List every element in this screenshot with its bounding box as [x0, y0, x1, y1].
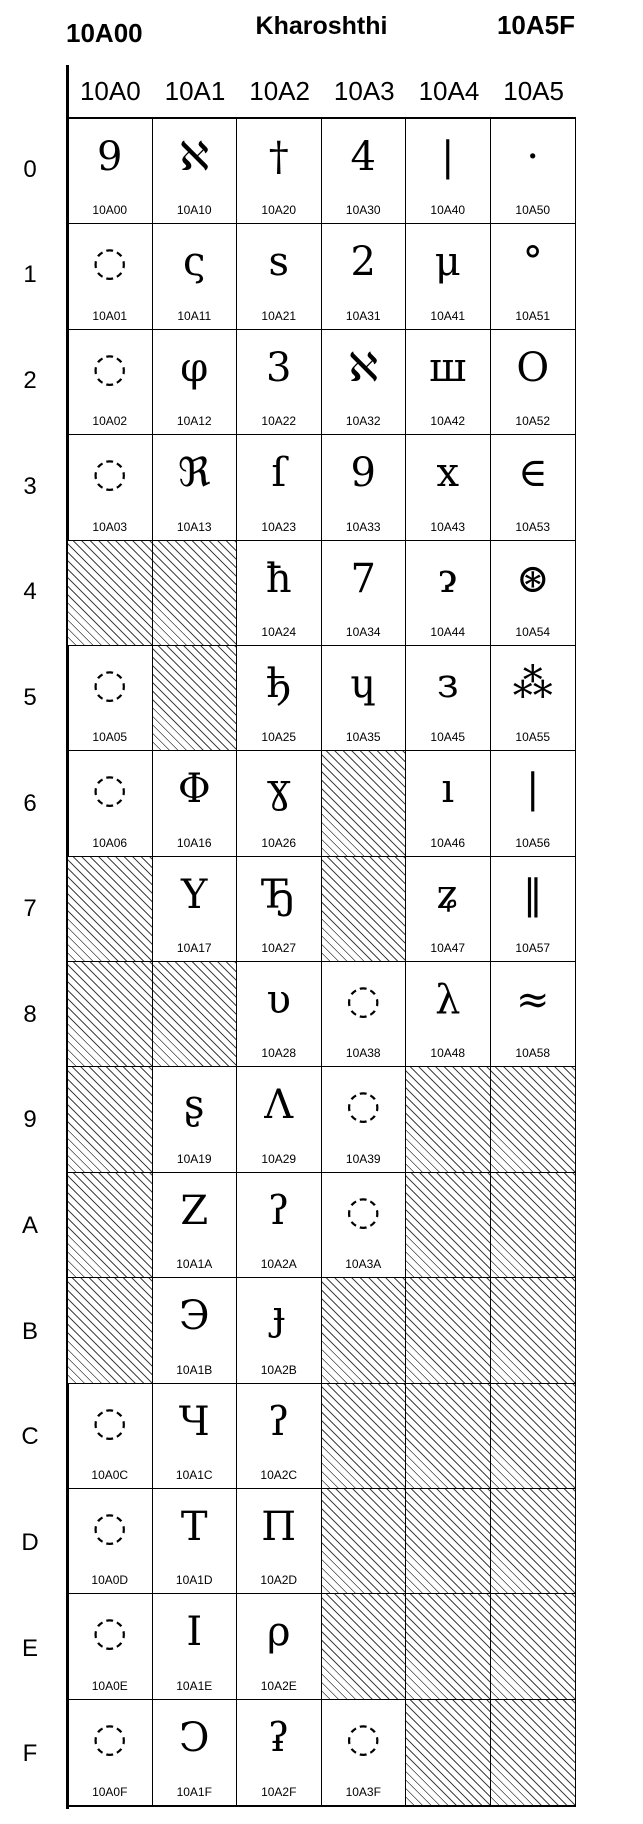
character-cell[interactable]: [237, 1278, 322, 1383]
unassigned-cell: [406, 1489, 491, 1594]
unassigned-cell: [491, 1594, 576, 1699]
character-glyph: ɥ: [350, 660, 377, 707]
character-glyph: Λ: [264, 1082, 294, 1129]
code-point-label: 10A34: [345, 624, 381, 639]
character-cell[interactable]: [237, 1067, 322, 1172]
character-glyph: ·: [526, 134, 540, 180]
character-cell[interactable]: [322, 224, 407, 329]
unassigned-cell: [68, 1278, 153, 1383]
unassigned-cell: [153, 962, 238, 1067]
character-glyph: Z: [180, 1187, 209, 1234]
character-cell[interactable]: [68, 751, 153, 856]
code-point-label: 10A30: [345, 203, 381, 218]
code-point-label: 10A33: [345, 519, 381, 534]
character-cell[interactable]: [406, 330, 491, 435]
code-point-label: 10A46: [430, 835, 466, 850]
code-point-label: 10A26: [261, 835, 297, 850]
character-cell[interactable]: [322, 1173, 407, 1278]
unassigned-cell: [68, 541, 153, 646]
character-cell[interactable]: [237, 751, 322, 856]
character-cell[interactable]: [153, 1700, 238, 1805]
code-point-label: 10A53: [515, 519, 551, 534]
character-glyph: ђ: [266, 660, 292, 707]
character-glyph: ʔ: [268, 1398, 290, 1445]
character-glyph: ◌: [92, 450, 128, 497]
unassigned-cell: [322, 857, 407, 962]
code-chart-cells: [68, 117, 576, 1807]
character-glyph: s: [268, 239, 290, 286]
code-point-label: 10A10: [176, 203, 212, 218]
code-point-label: 10A12: [176, 414, 212, 429]
character-glyph: ‖: [522, 871, 543, 918]
unassigned-cell: [491, 1278, 576, 1383]
code-point-label: 10A47: [430, 941, 466, 955]
code-point-label: 10A19: [176, 1151, 212, 1166]
character-glyph: з: [436, 660, 459, 707]
unassigned-cell: [491, 1067, 576, 1172]
character-cell[interactable]: [237, 119, 322, 224]
character-cell[interactable]: [68, 1489, 153, 1594]
character-glyph: I: [186, 1609, 203, 1656]
code-point-label: 10A2F: [261, 1785, 297, 1799]
character-cell[interactable]: [68, 224, 153, 329]
code-point-label: 10A22: [261, 414, 297, 429]
character-cell[interactable]: [491, 119, 576, 224]
unassigned-cell: [68, 857, 153, 962]
row-label: A: [21, 1212, 38, 1240]
character-glyph: ſ: [271, 450, 287, 497]
row-label: E: [21, 1634, 38, 1662]
character-cell[interactable]: [406, 541, 491, 646]
character-glyph: Π: [261, 1503, 297, 1550]
character-glyph: ɂ: [438, 555, 458, 602]
row-label: 8: [23, 1000, 37, 1028]
character-glyph: Y: [181, 871, 208, 918]
character-glyph: °: [522, 239, 543, 286]
character-glyph: 9: [97, 134, 123, 180]
code-point-label: 10A3A: [345, 1257, 382, 1272]
character-glyph: ш: [429, 344, 467, 391]
character-cell[interactable]: [491, 224, 576, 329]
row-label: 5: [23, 683, 37, 711]
code-point-label: 10A16: [176, 835, 212, 850]
character-glyph: ◌: [345, 977, 381, 1023]
character-cell[interactable]: [68, 119, 153, 224]
unassigned-cell: [406, 1278, 491, 1383]
unassigned-cell: [406, 1384, 491, 1489]
character-cell[interactable]: [237, 1173, 322, 1278]
unassigned-cell: [322, 751, 407, 856]
character-glyph: Ͻ: [178, 1714, 210, 1761]
row-label: 4: [23, 578, 37, 606]
character-glyph: ◌: [92, 1503, 128, 1550]
character-glyph: ɣ: [266, 766, 291, 813]
unassigned-cell: [491, 1384, 576, 1489]
character-cell[interactable]: [491, 751, 576, 856]
code-point-label: 10A58: [515, 1046, 551, 1061]
code-point-label: 10A44: [430, 624, 466, 639]
code-point-label: 10A55: [515, 730, 551, 745]
character-glyph: ◌: [92, 1398, 128, 1445]
code-point-label: 10A21: [261, 308, 297, 323]
code-point-label: 10A48: [430, 1046, 466, 1061]
character-cell[interactable]: [491, 435, 576, 540]
character-cell[interactable]: [237, 646, 322, 751]
character-cell[interactable]: [406, 751, 491, 856]
unassigned-cell: [406, 1700, 491, 1805]
character-cell[interactable]: [68, 1594, 153, 1699]
row-label: 3: [23, 472, 37, 500]
unassigned-cell: [406, 1173, 491, 1278]
character-glyph: 7: [350, 555, 376, 602]
code-point-label: 10A50: [515, 203, 551, 218]
code-point-label: 10A52: [515, 414, 551, 429]
character-glyph: ℵ: [348, 344, 379, 391]
character-cell[interactable]: [68, 435, 153, 540]
code-point-label: 10A32: [345, 414, 381, 429]
code-point-label: 10A56: [515, 835, 551, 850]
row-labels: [0, 117, 60, 1807]
range-start-label: 10A00: [66, 18, 143, 48]
character-glyph: Ђ: [262, 871, 295, 918]
character-cell[interactable]: [406, 435, 491, 540]
unassigned-cell: [322, 1278, 407, 1383]
unassigned-cell: [153, 541, 238, 646]
code-point-label: 10A54: [515, 624, 551, 639]
row-label: C: [21, 1423, 39, 1451]
character-cell[interactable]: [153, 1173, 238, 1278]
character-cell[interactable]: [68, 1700, 153, 1805]
code-point-label: 10A2B: [260, 1362, 297, 1377]
character-glyph: ∈: [517, 450, 548, 497]
code-point-label: 10A25: [261, 730, 297, 745]
unassigned-cell: [322, 1594, 407, 1699]
character-glyph: υ: [266, 977, 291, 1023]
character-cell[interactable]: [406, 646, 491, 751]
code-point-label: 10A40: [430, 203, 466, 218]
character-glyph: ⁂: [512, 660, 553, 707]
character-glyph: ⊛: [515, 555, 550, 602]
character-glyph: ʂ: [183, 1082, 205, 1129]
code-point-label: 10A41: [430, 308, 466, 323]
character-cell[interactable]: [491, 646, 576, 751]
code-point-label: 10A28: [261, 1046, 297, 1061]
character-glyph: ◌: [92, 344, 128, 391]
character-glyph: φ: [180, 344, 209, 391]
row-label: D: [21, 1528, 39, 1556]
character-glyph: ◌: [92, 1714, 128, 1761]
character-glyph: 2: [350, 239, 376, 286]
character-glyph: ʡ: [268, 1714, 290, 1761]
code-point-label: 10A03: [92, 519, 128, 534]
character-cell[interactable]: [491, 857, 576, 962]
code-point-label: 10A1A: [176, 1257, 213, 1272]
code-point-label: 10A2E: [260, 1678, 297, 1693]
character-glyph: †: [268, 134, 289, 180]
column-header: 10A0: [79, 76, 141, 106]
character-glyph: O: [516, 344, 550, 391]
character-cell[interactable]: [153, 1384, 238, 1489]
unassigned-cell: [322, 1489, 407, 1594]
code-point-label: 10A24: [261, 624, 297, 639]
row-label: 9: [23, 1106, 37, 1134]
character-glyph: μ: [434, 239, 461, 286]
character-cell[interactable]: [237, 1384, 322, 1489]
code-point-label: 10A51: [515, 308, 551, 323]
character-cell[interactable]: [322, 1067, 407, 1172]
character-cell[interactable]: [68, 1384, 153, 1489]
code-point-label: 10A1D: [175, 1573, 213, 1588]
character-glyph: 3: [266, 344, 292, 391]
column-header: 10A4: [418, 76, 480, 106]
character-cell[interactable]: [153, 330, 238, 435]
character-glyph: Э: [178, 1293, 210, 1340]
code-point-label: 10A02: [92, 414, 128, 429]
column-header: 10A1: [164, 76, 226, 106]
character-cell[interactable]: [153, 857, 238, 962]
code-point-label: 10A17: [176, 941, 212, 955]
character-glyph: ◌: [92, 239, 128, 286]
character-cell[interactable]: [153, 751, 238, 856]
character-cell[interactable]: [406, 224, 491, 329]
code-point-label: 10A57: [515, 941, 551, 955]
character-cell[interactable]: [237, 1700, 322, 1805]
unassigned-cell: [322, 1384, 407, 1489]
character-cell[interactable]: [491, 330, 576, 435]
code-point-label: 10A13: [176, 519, 212, 534]
character-cell[interactable]: [322, 119, 407, 224]
character-glyph: ħ: [265, 555, 292, 602]
character-glyph: x: [436, 450, 460, 497]
row-label: 1: [23, 261, 37, 289]
range-end-label: 10A5F: [496, 10, 575, 40]
character-cell[interactable]: [68, 330, 153, 435]
character-cell[interactable]: [322, 646, 407, 751]
code-point-label: 10A0E: [91, 1678, 128, 1693]
character-glyph: ≈: [515, 977, 550, 1023]
character-glyph: |: [441, 134, 455, 180]
character-cell[interactable]: [237, 435, 322, 540]
character-glyph: ρ: [266, 1609, 291, 1656]
row-label: 6: [23, 789, 37, 817]
code-point-label: 10A20: [261, 203, 297, 218]
code-point-label: 10A11: [177, 308, 212, 323]
character-glyph: ı: [441, 766, 455, 813]
column-header: 10A2: [249, 76, 310, 106]
unassigned-cell: [491, 1489, 576, 1594]
character-glyph: ◌: [92, 1609, 128, 1656]
character-glyph: T: [180, 1503, 208, 1550]
character-cell[interactable]: [68, 646, 153, 751]
code-point-label: 10A23: [261, 519, 297, 534]
character-cell[interactable]: [237, 857, 322, 962]
row-label: 0: [23, 155, 37, 183]
code-point-label: 10A2A: [260, 1257, 297, 1272]
row-label: 2: [23, 367, 37, 395]
character-cell[interactable]: [153, 1278, 238, 1383]
character-cell[interactable]: [237, 330, 322, 435]
character-cell[interactable]: [153, 1067, 238, 1172]
character-glyph: ʑ: [436, 871, 459, 918]
character-cell[interactable]: [322, 962, 407, 1067]
code-point-label: 10A1B: [176, 1362, 213, 1377]
code-point-label: 10A31: [345, 308, 381, 323]
unassigned-cell: [491, 1173, 576, 1278]
unassigned-cell: [68, 962, 153, 1067]
code-point-label: 10A3F: [345, 1785, 381, 1799]
character-cell[interactable]: [237, 1489, 322, 1594]
character-cell[interactable]: [491, 962, 576, 1067]
character-glyph: ◌: [92, 766, 128, 813]
code-point-label: 10A0D: [91, 1573, 129, 1588]
code-point-label: 10A39: [345, 1151, 381, 1166]
code-point-label: 10A45: [430, 730, 466, 745]
character-cell[interactable]: [153, 1594, 238, 1699]
character-cell[interactable]: [322, 541, 407, 646]
column-headers: [68, 65, 576, 117]
code-point-label: 10A38: [345, 1046, 381, 1061]
character-glyph: 9: [350, 450, 376, 497]
column-header: 10A5: [503, 76, 564, 106]
character-glyph: ℵ: [179, 134, 210, 180]
character-cell[interactable]: [406, 119, 491, 224]
row-label: 7: [23, 895, 37, 923]
character-glyph: ς: [183, 239, 206, 286]
code-point-label: 10A29: [261, 1151, 297, 1166]
unassigned-cell: [406, 1594, 491, 1699]
character-glyph: |: [526, 766, 540, 813]
code-point-label: 10A1F: [176, 1785, 212, 1799]
character-glyph: ◌: [345, 1082, 381, 1129]
code-point-label: 10A43: [430, 519, 466, 534]
character-cell[interactable]: [237, 1594, 322, 1699]
column-header: 10A3: [333, 76, 395, 106]
unassigned-cell: [491, 1700, 576, 1805]
character-glyph: 4: [350, 134, 376, 180]
character-glyph: ◌: [92, 660, 128, 707]
character-cell[interactable]: [322, 435, 407, 540]
character-cell[interactable]: [153, 224, 238, 329]
character-cell[interactable]: [406, 857, 491, 962]
character-cell[interactable]: [406, 962, 491, 1067]
character-glyph: ◌: [345, 1187, 381, 1234]
character-cell[interactable]: [237, 224, 322, 329]
code-point-label: 10A35: [345, 730, 381, 745]
character-cell[interactable]: [237, 962, 322, 1067]
code-point-label: 10A2D: [260, 1573, 298, 1588]
character-glyph: λ: [435, 977, 461, 1023]
code-chart-grid: [68, 65, 576, 1809]
unassigned-cell: [153, 646, 238, 751]
code-point-label: 10A0F: [92, 1785, 128, 1799]
block-title: Kharoshthi: [255, 12, 388, 40]
character-glyph: Φ: [177, 766, 211, 813]
code-point-label: 10A0C: [91, 1467, 129, 1482]
character-glyph: ◌: [345, 1714, 381, 1761]
character-cell[interactable]: [153, 119, 238, 224]
character-cell[interactable]: [322, 330, 407, 435]
code-point-label: 10A05: [92, 730, 128, 745]
character-glyph: ɟ: [272, 1293, 286, 1340]
unassigned-cell: [406, 1067, 491, 1172]
code-point-label: 10A00: [92, 203, 128, 218]
unassigned-cell: [68, 1067, 153, 1172]
character-cell[interactable]: [491, 541, 576, 646]
code-point-label: 10A2C: [260, 1467, 298, 1482]
character-glyph: ℜ: [177, 450, 211, 497]
code-point-label: 10A01: [92, 308, 128, 323]
code-point-label: 10A42: [430, 414, 466, 429]
unassigned-cell: [68, 1173, 153, 1278]
code-point-label: 10A1E: [176, 1678, 213, 1693]
character-cell[interactable]: [322, 1700, 407, 1805]
character-cell[interactable]: [153, 435, 238, 540]
character-cell[interactable]: [153, 1489, 238, 1594]
character-glyph: Ч: [178, 1398, 210, 1445]
code-point-label: 10A1C: [175, 1467, 213, 1482]
character-cell[interactable]: [237, 541, 322, 646]
code-point-label: 10A27: [261, 941, 297, 955]
row-label: B: [21, 1317, 38, 1345]
character-glyph: ʔ: [268, 1187, 290, 1234]
code-point-label: 10A06: [92, 835, 128, 850]
row-label: F: [22, 1740, 38, 1768]
